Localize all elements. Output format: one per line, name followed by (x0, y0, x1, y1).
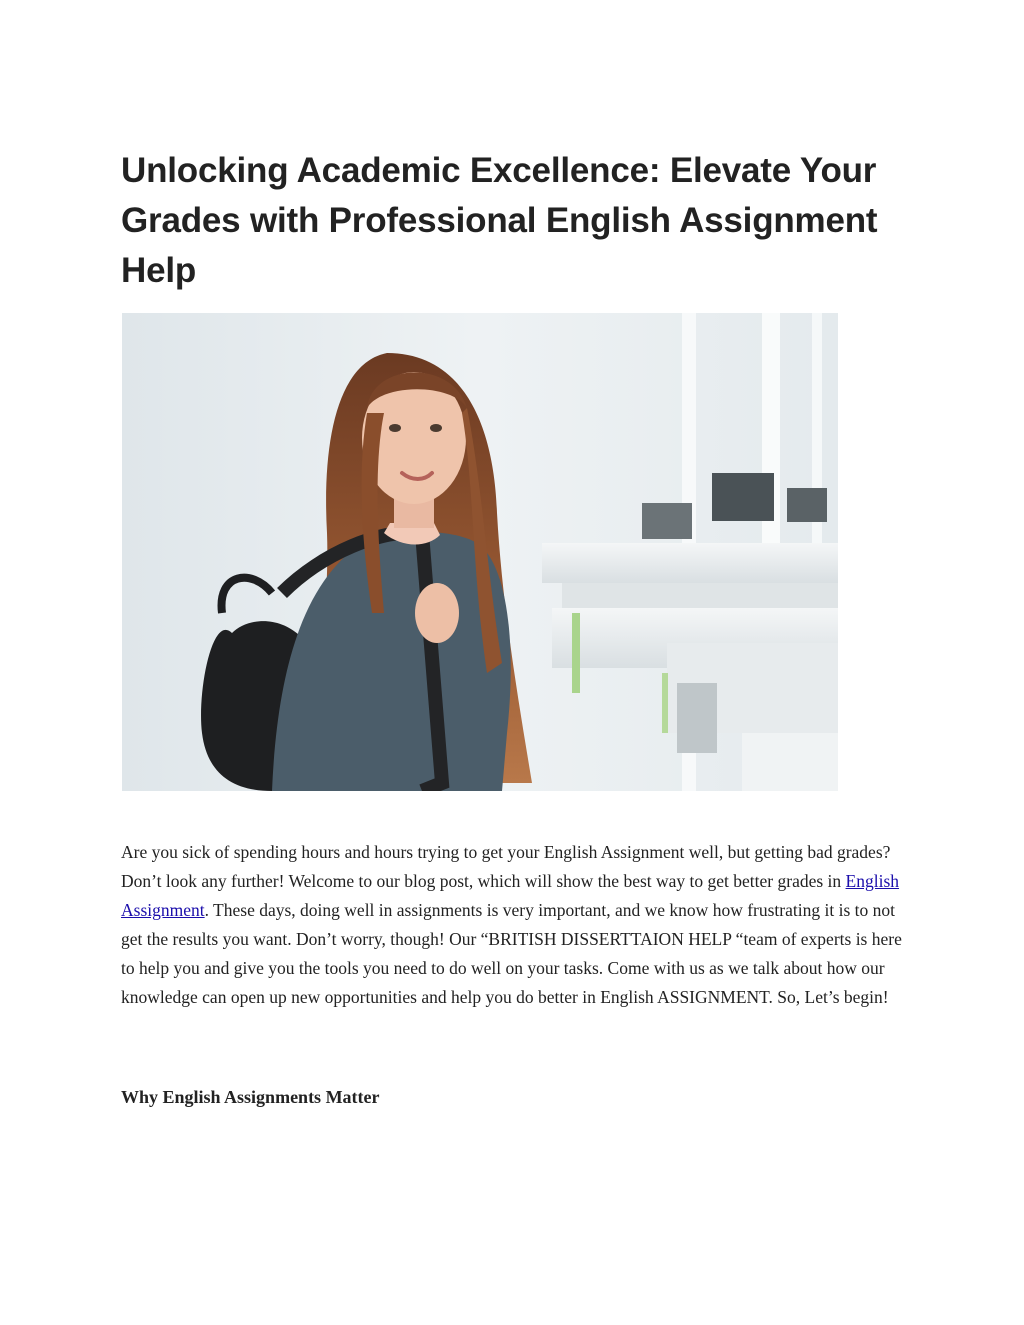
student-photo (122, 313, 838, 791)
page-title: Unlocking Academic Excellence: Elevate Your Grades with Professional English Assignment Help (121, 151, 878, 290)
intro-text-start: Are you sick of spending hours and hours trying to get your English Assignment well, but getting bad grades? Don’t look any further! Welcome to our blog post, which will show the best way to get better grades in (121, 842, 891, 891)
hero-image (122, 313, 838, 791)
intro-paragraph (121, 838, 911, 1012)
section-heading: Why English Assignments Matter (121, 1087, 380, 1107)
intro-text-end: . These days, doing well in assignments is very important, and we know how frustrating it is to not get the results you want. Don’t worry, though! Our “BRITISH DISSERTTAION HELP “team of experts is here to help you and give you the tools you need to do well on your tasks. Come with us as we talk about how our knowledge can open up new opportunities and help you do better in English ASSIGNMENT. So, Let’s begin! (121, 900, 902, 1007)
english-assignment-link[interactable]: English Assignment (121, 871, 900, 920)
